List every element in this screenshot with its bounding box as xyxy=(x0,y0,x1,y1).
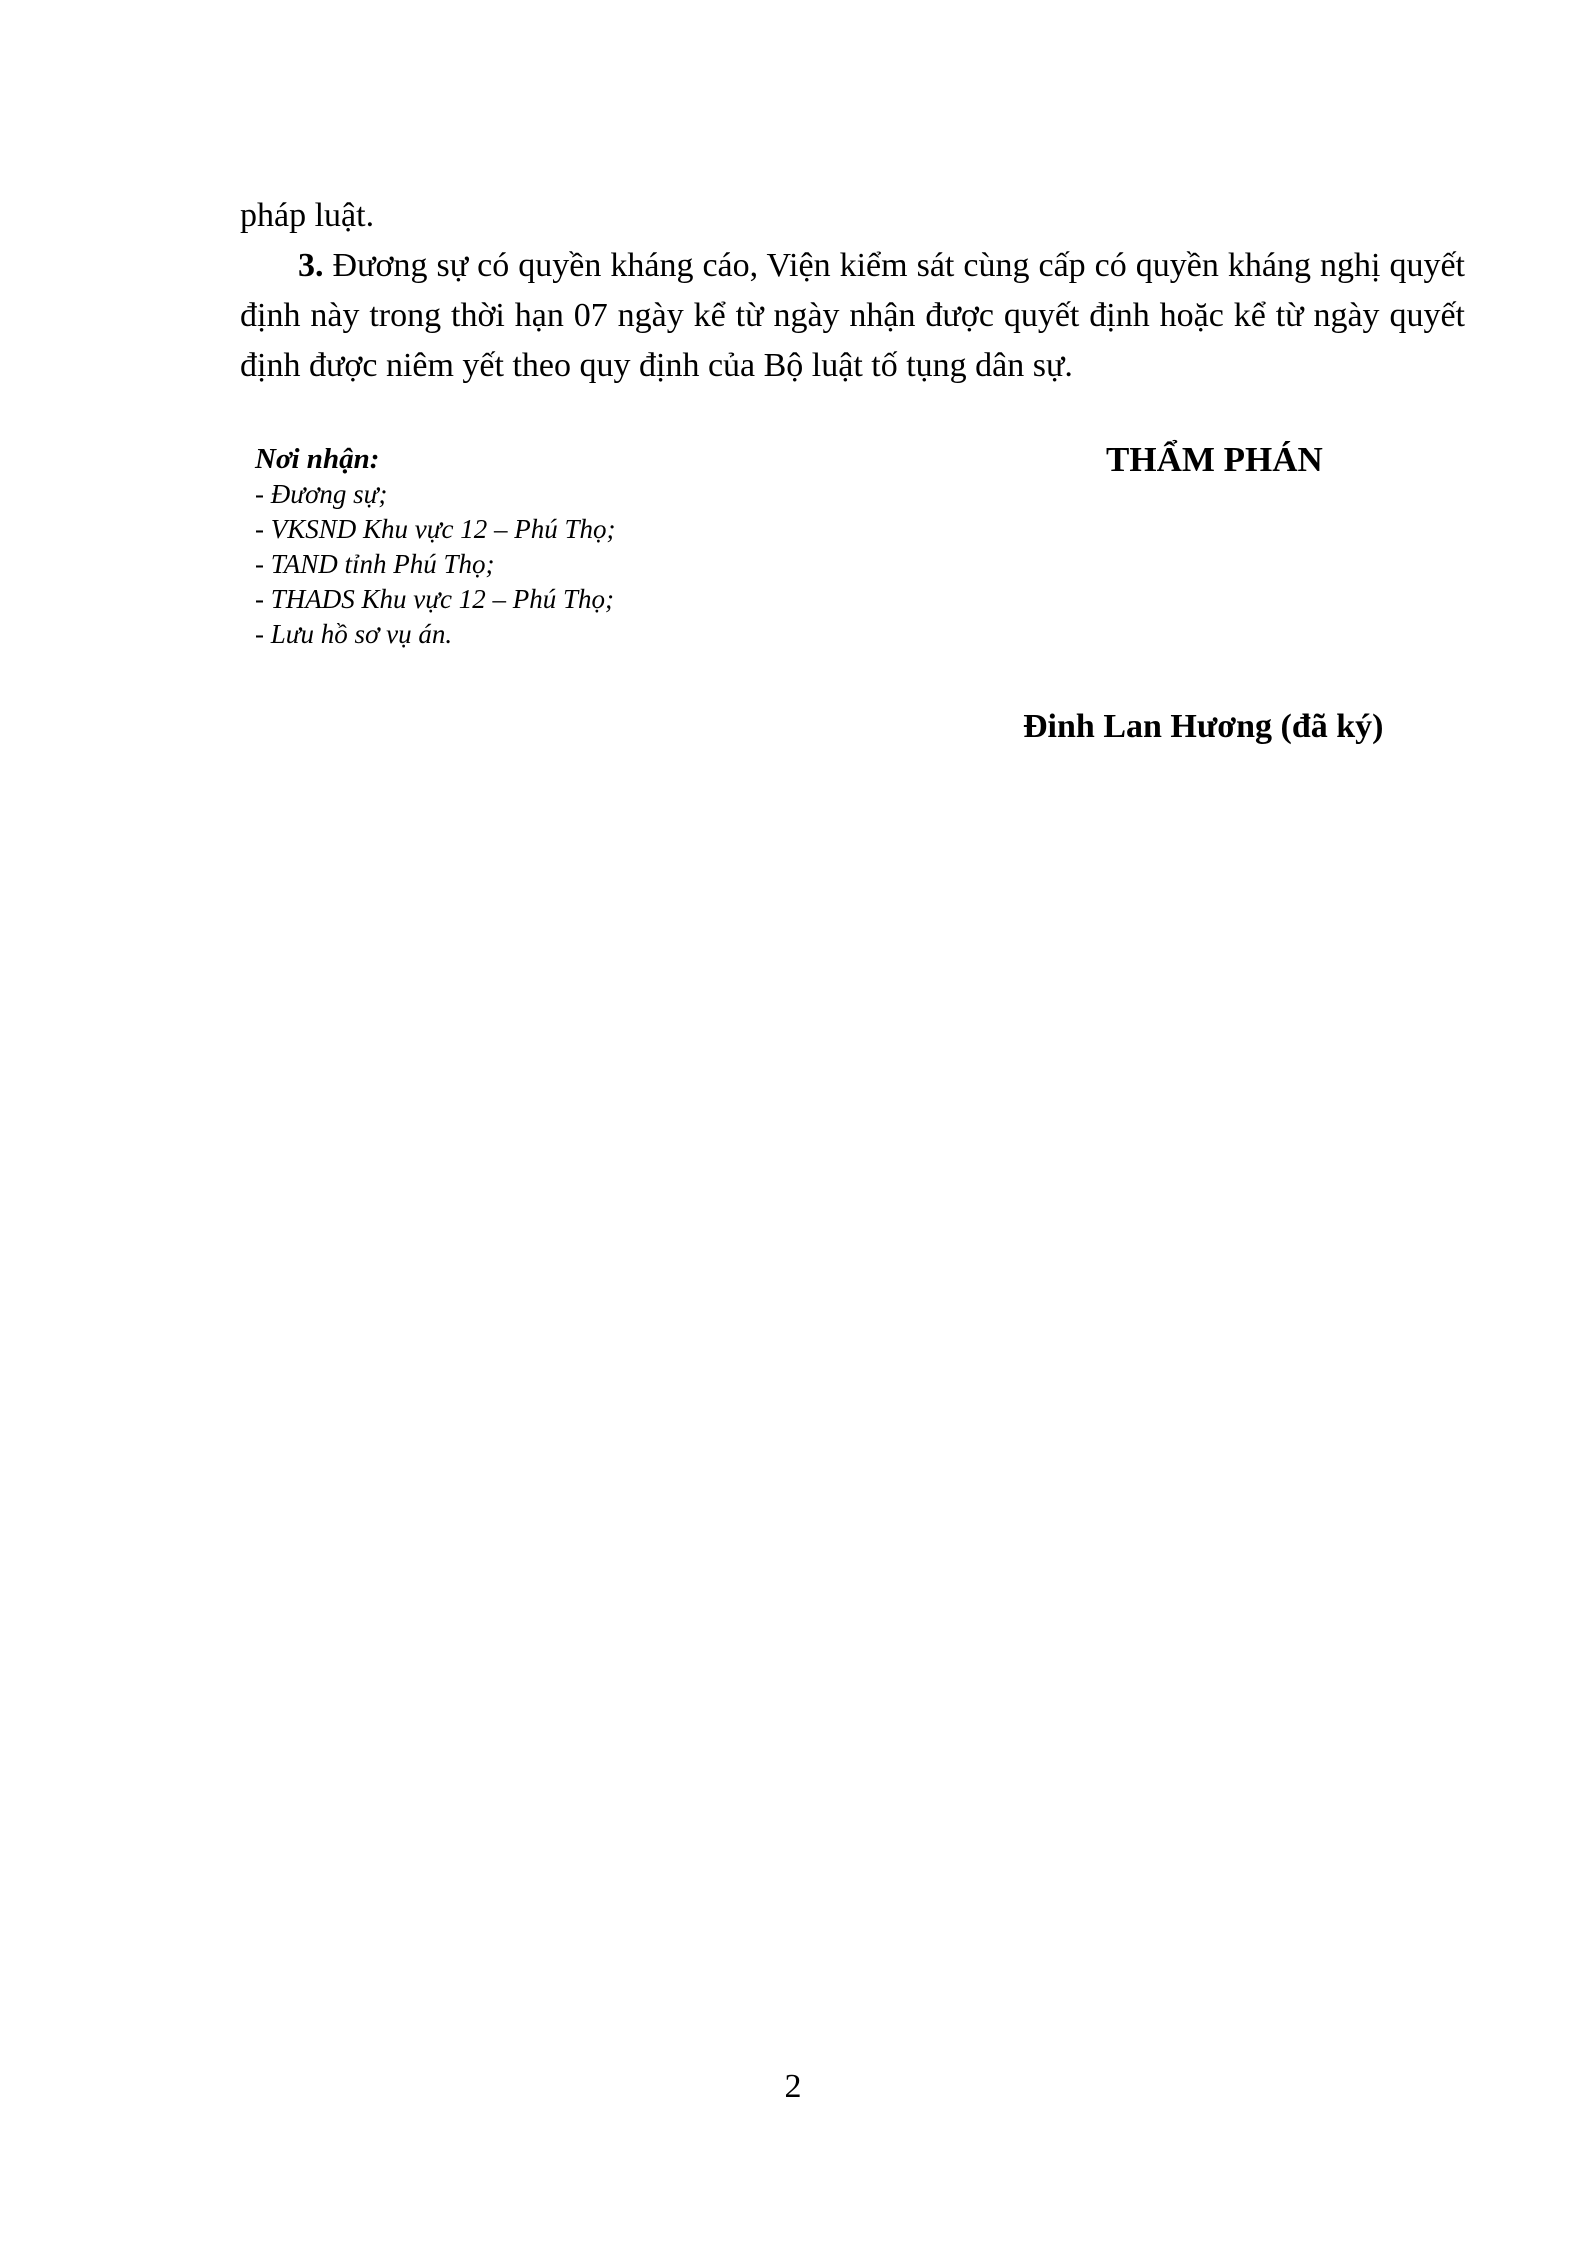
recipient-item: - THADS Khu vực 12 – Phú Thọ; xyxy=(255,584,614,614)
recipients-list xyxy=(255,477,615,652)
paragraph-3-number: 3. xyxy=(298,247,324,284)
recipients-title: Nơi nhận: xyxy=(255,443,380,475)
paragraph-3-text: Đương sự có quyền kháng cáo, Viện kiểm sát cùng cấp có quyền kháng nghị quyết định này trong thời hạn 07 ngày kể từ ngày nhận được quyết định hoặc kể từ ngày quyết định được niêm yết theo quy định của Bộ luật tố tụng dân sự. xyxy=(240,247,1465,384)
recipients-block xyxy=(255,442,615,652)
paragraph-3 xyxy=(240,241,1465,391)
recipient-item: - Đương sự; xyxy=(255,479,388,509)
recipient-item: - VKSND Khu vực 12 – Phú Thọ; xyxy=(255,514,616,544)
recipient-item: - Lưu hồ sơ vụ án. xyxy=(255,619,453,649)
paragraph-continuation: pháp luật. xyxy=(240,197,375,234)
page-number: 2 xyxy=(784,2068,802,2105)
signer-title: THẨM PHÁN xyxy=(1106,440,1323,479)
recipient-item: - TAND tỉnh Phú Thọ; xyxy=(255,549,495,579)
signer-name: Đinh Lan Hương (đã ký) xyxy=(1023,708,1384,745)
